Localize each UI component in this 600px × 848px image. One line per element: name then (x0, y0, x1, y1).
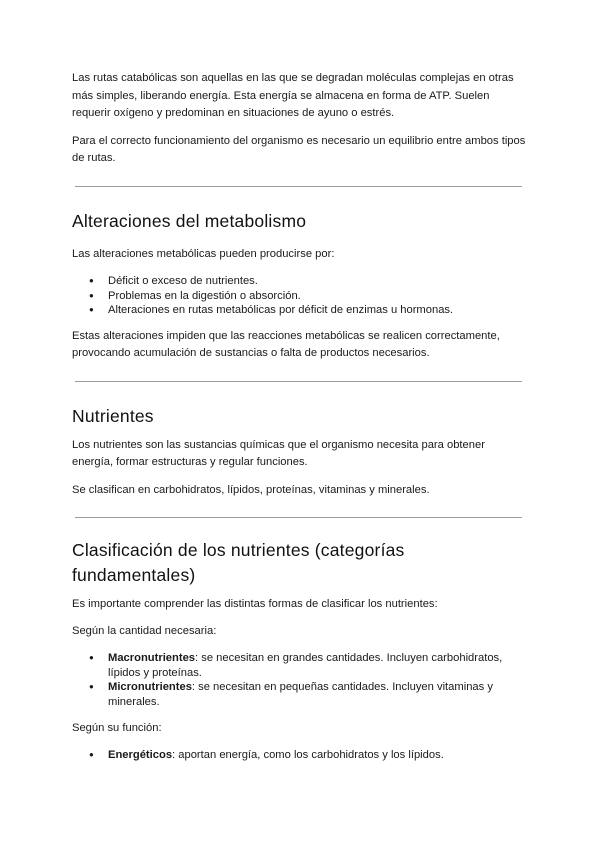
list-item: ● Alteraciones en rutas metabólicas por déficit de enzimas u hormonas. (89, 304, 454, 317)
list-item: ● Déficit o exceso de nutrientes. (89, 275, 258, 287)
intro-paragraph-catabolic: Las rutas catabólicas son aquellas en las que se degradan moléculas complejas en otras más simples, liberando energía. Esta energía se almacena en forma de ATP. Suelen requerir oxígeno y predominan en situaciones de ayuno o estrés. (72, 72, 514, 119)
section-divider (75, 186, 522, 187)
by-quantity-list (72, 651, 528, 709)
intro-paragraph-balance: Para el correcto funcionamiento del organismo es necesario un equilibrio entre ambos tipos de rutas. (72, 134, 526, 164)
term-micronutrientes: Micronutrientes (108, 681, 192, 694)
nutrientes-types: Se clasifican en carbohidratos, lípidos, proteínas, vitaminas y minerales. (72, 483, 430, 496)
bullet-icon: ● (89, 290, 94, 300)
list-item: ● Energéticos: aportan energía, como los carbohidratos y los lípidos. (89, 749, 444, 762)
nutrientes-definition: Los nutrientes son las sustancias químicas que el organismo necesita para obtener energía, formar estructuras y regular funciones. (72, 438, 485, 469)
bullet-icon: ● (89, 276, 94, 285)
by-function-list (72, 748, 528, 763)
section-divider (75, 517, 522, 518)
alteraciones-closing: Estas alteraciones impiden que las reacciones metabólicas se realicen correctamente, provocando acumulación de sustancias o falta de productos necesarios. (72, 329, 500, 360)
list-item: ● Macronutrientes: se necesitan en grandes cantidades. Incluyen carbohidratos, lípidos y proteínas. (89, 652, 503, 679)
bullet-icon: ● (89, 682, 94, 692)
alteraciones-list (72, 274, 528, 318)
alteraciones-lead: Las alteraciones metabólicas pueden producirse por: (72, 247, 335, 260)
list-item: ● Problemas en la digestión o absorción. (89, 289, 301, 302)
clasificacion-lead: Es importante comprender las distintas formas de clasificar los nutrientes: (72, 598, 438, 611)
heading-alteraciones: Alteraciones del metabolismo (72, 210, 307, 231)
document-body (72, 70, 528, 763)
bullet-icon: ● (89, 750, 94, 760)
heading-clasificacion: Clasificación de los nutrientes (categorías fundamentales) (72, 540, 405, 586)
heading-nutrientes: Nutrientes (72, 405, 154, 426)
by-function-label: Según su función: (72, 721, 162, 734)
by-quantity-label: Según la cantidad necesaria: (72, 624, 217, 637)
list-item: ● Micronutrientes: se necesitan en pequeñas cantidades. Incluyen vitaminas y minerales. (89, 681, 493, 709)
section-divider (75, 381, 522, 382)
term-macronutrientes: Macronutrientes (108, 652, 196, 665)
bullet-icon: ● (89, 305, 94, 315)
bullet-icon: ● (89, 653, 94, 663)
term-energeticos: Energéticos (108, 749, 173, 762)
